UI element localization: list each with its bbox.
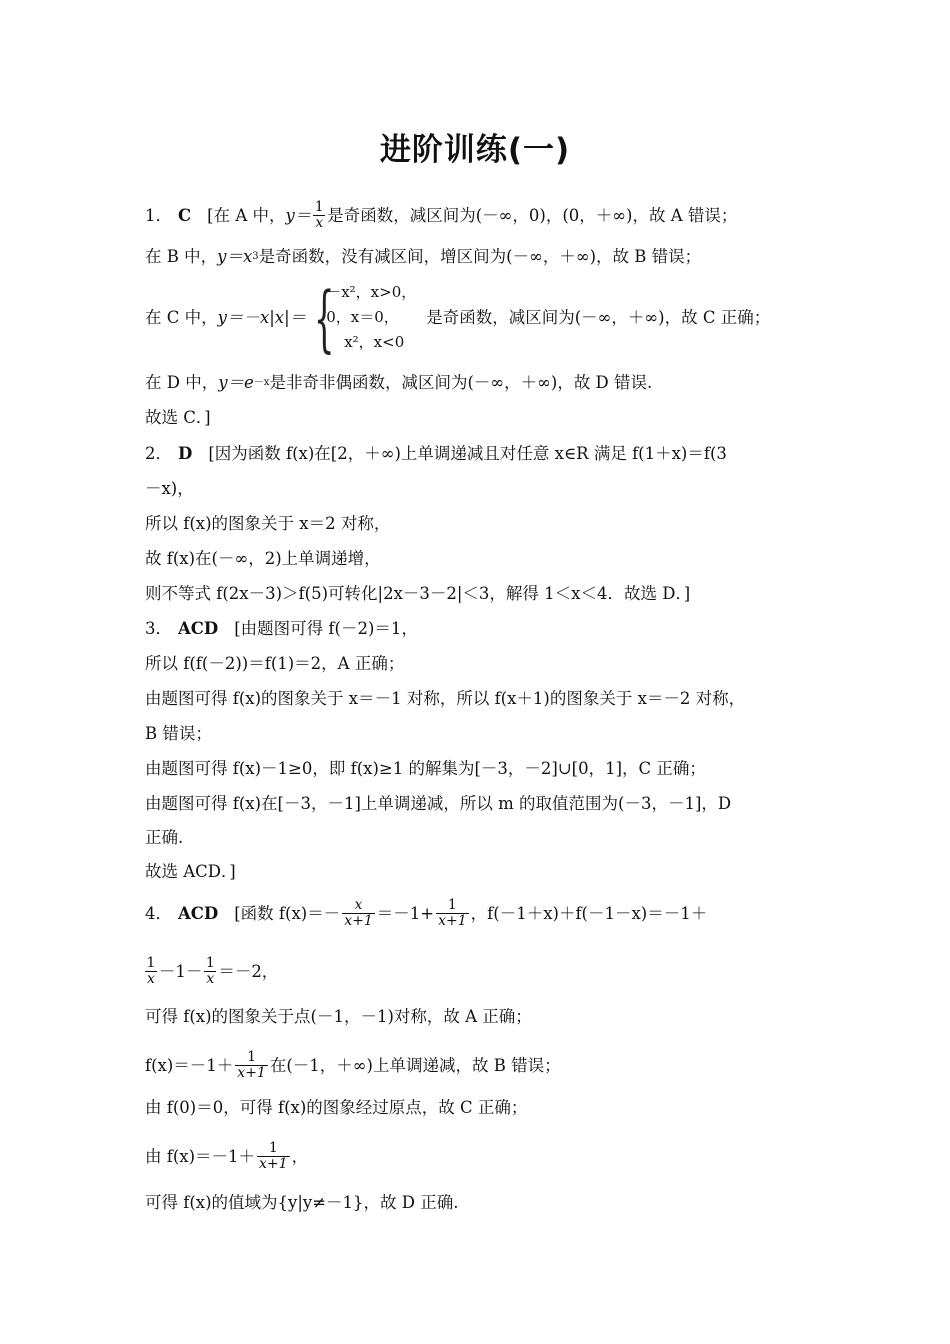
fraction: $\frac{1}{x+1}$ <box>237 1049 266 1081</box>
q1-line-1: 1． C [在 A 中， y＝ $\frac{1}{x}$ 是奇函数，减区间为(－∞，0)，(0，＋∞)，故 A 错误； <box>145 199 738 231</box>
q1-number: 1． <box>145 205 172 225</box>
q1-answer: C <box>178 205 192 225</box>
q3-answer: ACD <box>178 619 219 638</box>
q2-line-1: 2． D [因为函数 f(x)在[2，＋∞)上单调递减且对任意 x∈R 满足 f(1＋x)＝f(3 <box>145 444 727 463</box>
q2-line-2: －x)， <box>145 479 194 498</box>
fraction: $\frac{1}{x+1}$ <box>259 1140 288 1172</box>
q4-line-1: 4． ACD [函数 f(x)＝－ $\frac{x}{x+1}$ ＝－1+ $\frac{1}{x+1}$ ，f(－1＋x)＋f(－1－x)＝－1＋ <box>145 897 708 929</box>
q2-line-5: 则不等式 f(2x－3)＞f(5)可转化|2x－3－2|＜3，解得 1＜x＜4．故选 D．] <box>145 584 691 603</box>
q2-line-4: 故 f(x)在(－∞，2)上单调递增， <box>145 549 381 568</box>
q3-line-5: 由题图可得 f(x)－1≥0，即 f(x)≥1 的解集为[－3，－2]∪[0，1]，C 正确； <box>145 759 706 778</box>
q4-line-7: 可得 f(x)的值域为{y|y≠－1}，故 D 正确. <box>145 1193 459 1212</box>
q3-line-4: B 错误； <box>145 724 212 743</box>
piecewise-function: { －x²，x>0， 0，x＝0， x²，x<0 <box>314 275 417 360</box>
q3-line-2: 所以 f(f(－2))＝f(1)＝2，A 正确； <box>145 654 405 673</box>
q3-line-6: 由题图可得 f(x)在[－3，－1]上单调递减，所以 m 的取值范围为(－3，－1]，D <box>145 794 732 813</box>
q3-line-7: 正确. <box>145 828 184 847</box>
fraction: $\frac{1}{x+1}$ <box>438 897 467 929</box>
q3-line-3: 由题图可得 f(x)的图象关于 x＝－1 对称，所以 f(x＋1)的图象关于 x＝－2 对称， <box>145 689 746 708</box>
q2-line-3: 所以 f(x)的图象关于 x＝2 对称， <box>145 514 391 533</box>
case-2: 0，x＝0， <box>326 308 399 326</box>
q2-answer: D <box>178 444 193 463</box>
q4-line-4: f(x)＝－1＋ $\frac{1}{x+1}$ 在(－1，＋∞)上单调递减，故 B 错误； <box>145 1049 561 1081</box>
q1-line-4: 在 D 中， y＝e －x 是非奇非偶函数，减区间为(－∞，＋∞)，故 D 错误. <box>145 373 653 392</box>
q4-line-2: $\frac{1}{x}$ －1－ $\frac{1}{x}$ ＝－2， <box>146 955 279 987</box>
case-1: －x²，x>0， <box>326 283 417 301</box>
case-3: x²，x<0 <box>344 333 405 351</box>
page-title: 进阶训练(一) <box>379 132 571 168</box>
q4-line-6: 由 f(x)＝－1＋ $\frac{1}{x+1}$ ， <box>145 1140 309 1172</box>
fraction: $\frac{1}{x}$ <box>205 955 215 987</box>
q3-line-8: 故选 ACD．] <box>145 862 236 881</box>
q3-number: 3． <box>145 619 172 638</box>
q1-line-2: 在 B 中， y＝x 3 是奇函数，没有减区间，增区间为(－∞，＋∞)，故 B 错误； <box>145 247 702 266</box>
q3-line-1: 3． ACD [由题图可得 f(－2)＝1， <box>145 619 418 638</box>
q4-answer: ACD <box>178 903 219 923</box>
q1-line-3: 在 C 中， y＝－x|x|＝ { －x²，x>0， 0，x＝0， x²，x<0 是奇函数，减区间为(－∞，＋∞)，故 C 正确； <box>145 275 771 360</box>
q4-number: 4． <box>145 903 172 923</box>
fraction: $\frac{1}{x}$ <box>146 955 156 987</box>
q2-number: 2． <box>145 444 172 463</box>
fraction: $\frac{x}{x+1}$ <box>344 897 373 929</box>
q4-line-5: 由 f(0)＝0，可得 f(x)的图象经过原点，故 C 正确； <box>145 1098 528 1117</box>
fraction: $\frac{1}{x}$ <box>314 199 324 231</box>
q1-line-5: 故选 C．] <box>145 408 211 427</box>
q4-line-3: 可得 f(x)的图象关于点(－1，－1)对称，故 A 正确； <box>145 1007 532 1026</box>
